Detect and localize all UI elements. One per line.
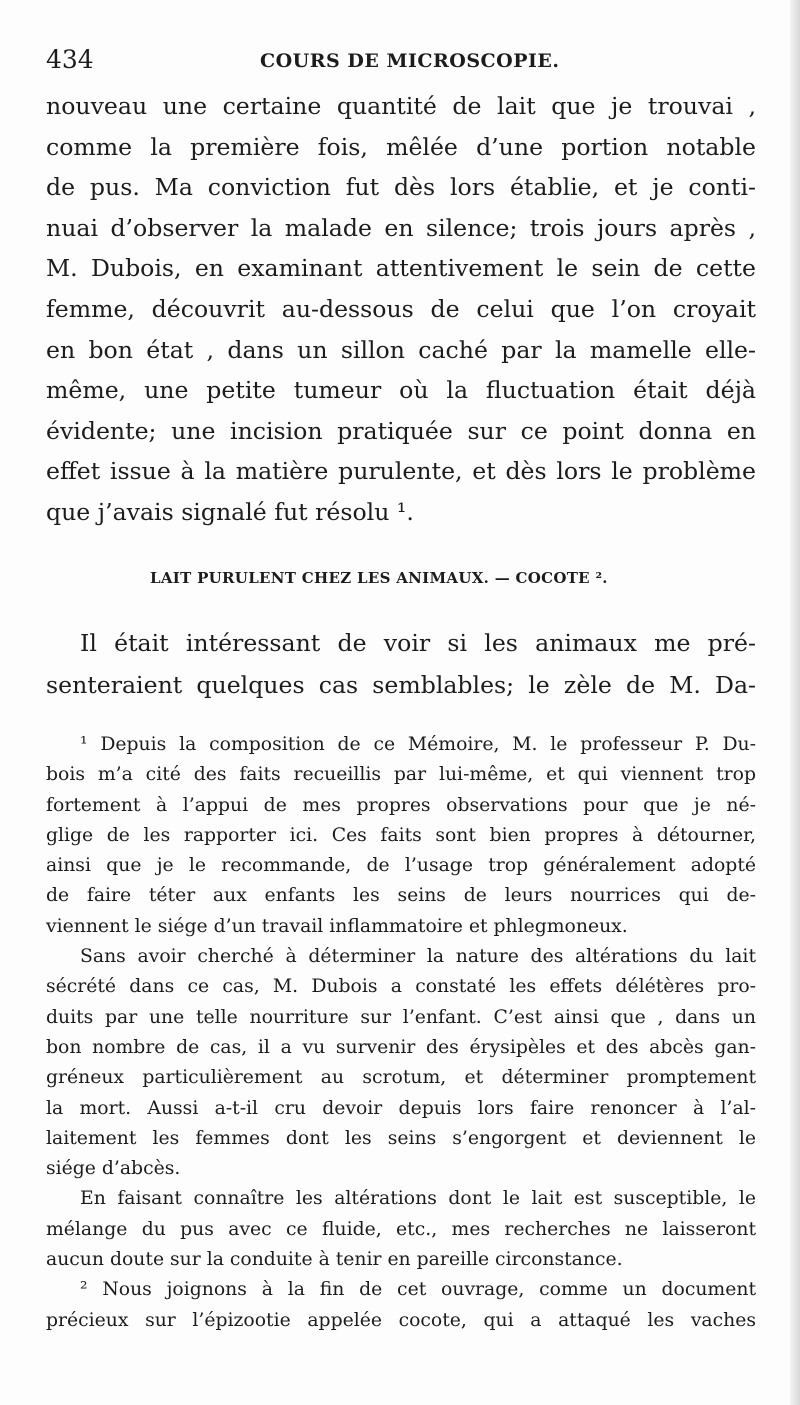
footnotes (46, 730, 756, 1336)
footnote-line: la mort. Aussi a-t-il cru devoir depuis lors faire renoncer à l’al- (46, 1097, 756, 1119)
page-number: 434 (46, 45, 94, 74)
footnote-line: bon nombre de cas, il a vu survenir des érysipèles et des abcès gan- (46, 1036, 756, 1058)
text-line: comme la première fois, mêlée d’une portion notable (46, 132, 756, 161)
footnote-line: duits par une telle nourriture sur l’enfant. C’est ainsi que , dans un (46, 1006, 756, 1028)
text-line: que j’avais signalé fut résolu ¹. (46, 497, 414, 526)
footnote-line: siége d’abcès. (46, 1158, 181, 1180)
footnote-line: laitement les femmes dont les seins s’engorgent et deviennent le (46, 1127, 756, 1149)
footnote-line: mélange du pus avec ce fluide, etc., mes recherches ne laisseront (46, 1218, 756, 1240)
text-line: Il était intéressant de voir si les animaux me pré- (80, 629, 756, 657)
text-line: en bon état , dans un sillon caché par la mamelle elle- (46, 335, 756, 364)
main-text (46, 86, 756, 533)
footnote-line: de faire téter aux enfants les seins de leurs nourrices qui de- (46, 885, 756, 907)
footnote-line: ¹ Depuis la composition de ce Mémoire, M. le professeur P. Du- (80, 734, 756, 755)
footnote-line: précieux sur l’épizootie appelée cocote, qui a attaqué les vaches (46, 1309, 756, 1331)
section-heading: LAIT PURULENT CHEZ LES ANIMAUX. — COCOTE ². (150, 569, 608, 587)
footnote-line: sécrété dans ce cas, M. Dubois a constaté les effets délétères pro- (46, 976, 756, 998)
section-text (46, 622, 756, 706)
text-line: effet issue à la matière purulente, et dès lors le problème (46, 457, 756, 486)
page-edge-shadow (790, 0, 800, 1405)
text-line: évidente; une incision pratiquée sur ce point donna en (46, 416, 756, 445)
footnote-line: aucun doute sur la conduite à tenir en pareille circonstance. (46, 1249, 623, 1271)
text-line: de pus. Ma conviction fut dès lors établie, et je conti- (46, 173, 756, 202)
text-line: même, une petite tumeur où la fluctuation était déjà (46, 376, 756, 405)
running-title: COURS DE MICROSCOPIE. (260, 50, 560, 72)
text-line: femme, découvrit au-dessous de celui que l’on croyait (46, 294, 756, 323)
text-line: senteraient quelques cas semblables; le zèle de M. Da- (46, 671, 756, 699)
text-line: nouveau une certaine quantité de lait que je trouvai , (46, 92, 756, 120)
footnote-line: fortement à l’appui de mes propres observations pour que je né- (46, 794, 756, 816)
footnote-line: bois m’a cité des faits recueillis par lui-même, et qui viennent trop (46, 764, 756, 786)
footnote-line: ainsi que je le recommande, de l’usage trop généralement adopté (46, 855, 756, 877)
footnote-line: glige de les rapporter ici. Ces faits sont bien propres à détourner, (46, 824, 756, 846)
footnote-line: En faisant connaître les altérations dont le lait est susceptible, le (80, 1188, 756, 1210)
text-line: M. Dubois, en examinant attentivement le sein de cette (46, 254, 756, 283)
text-line: nuai d’observer la malade en silence; trois jours après , (46, 213, 756, 242)
footnote-line: gréneux particulièrement au scrotum, et déterminer promptement (46, 1067, 756, 1089)
footnote-line: viennent le siége d’un travail inflammatoire et phlegmoneux. (46, 915, 628, 937)
page-header (46, 42, 756, 80)
footnote-line: ² Nous joignons à la fin de cet ouvrage, comme un document (80, 1279, 756, 1301)
footnote-line: Sans avoir cherché à déterminer la nature des altérations du lait (80, 946, 756, 968)
